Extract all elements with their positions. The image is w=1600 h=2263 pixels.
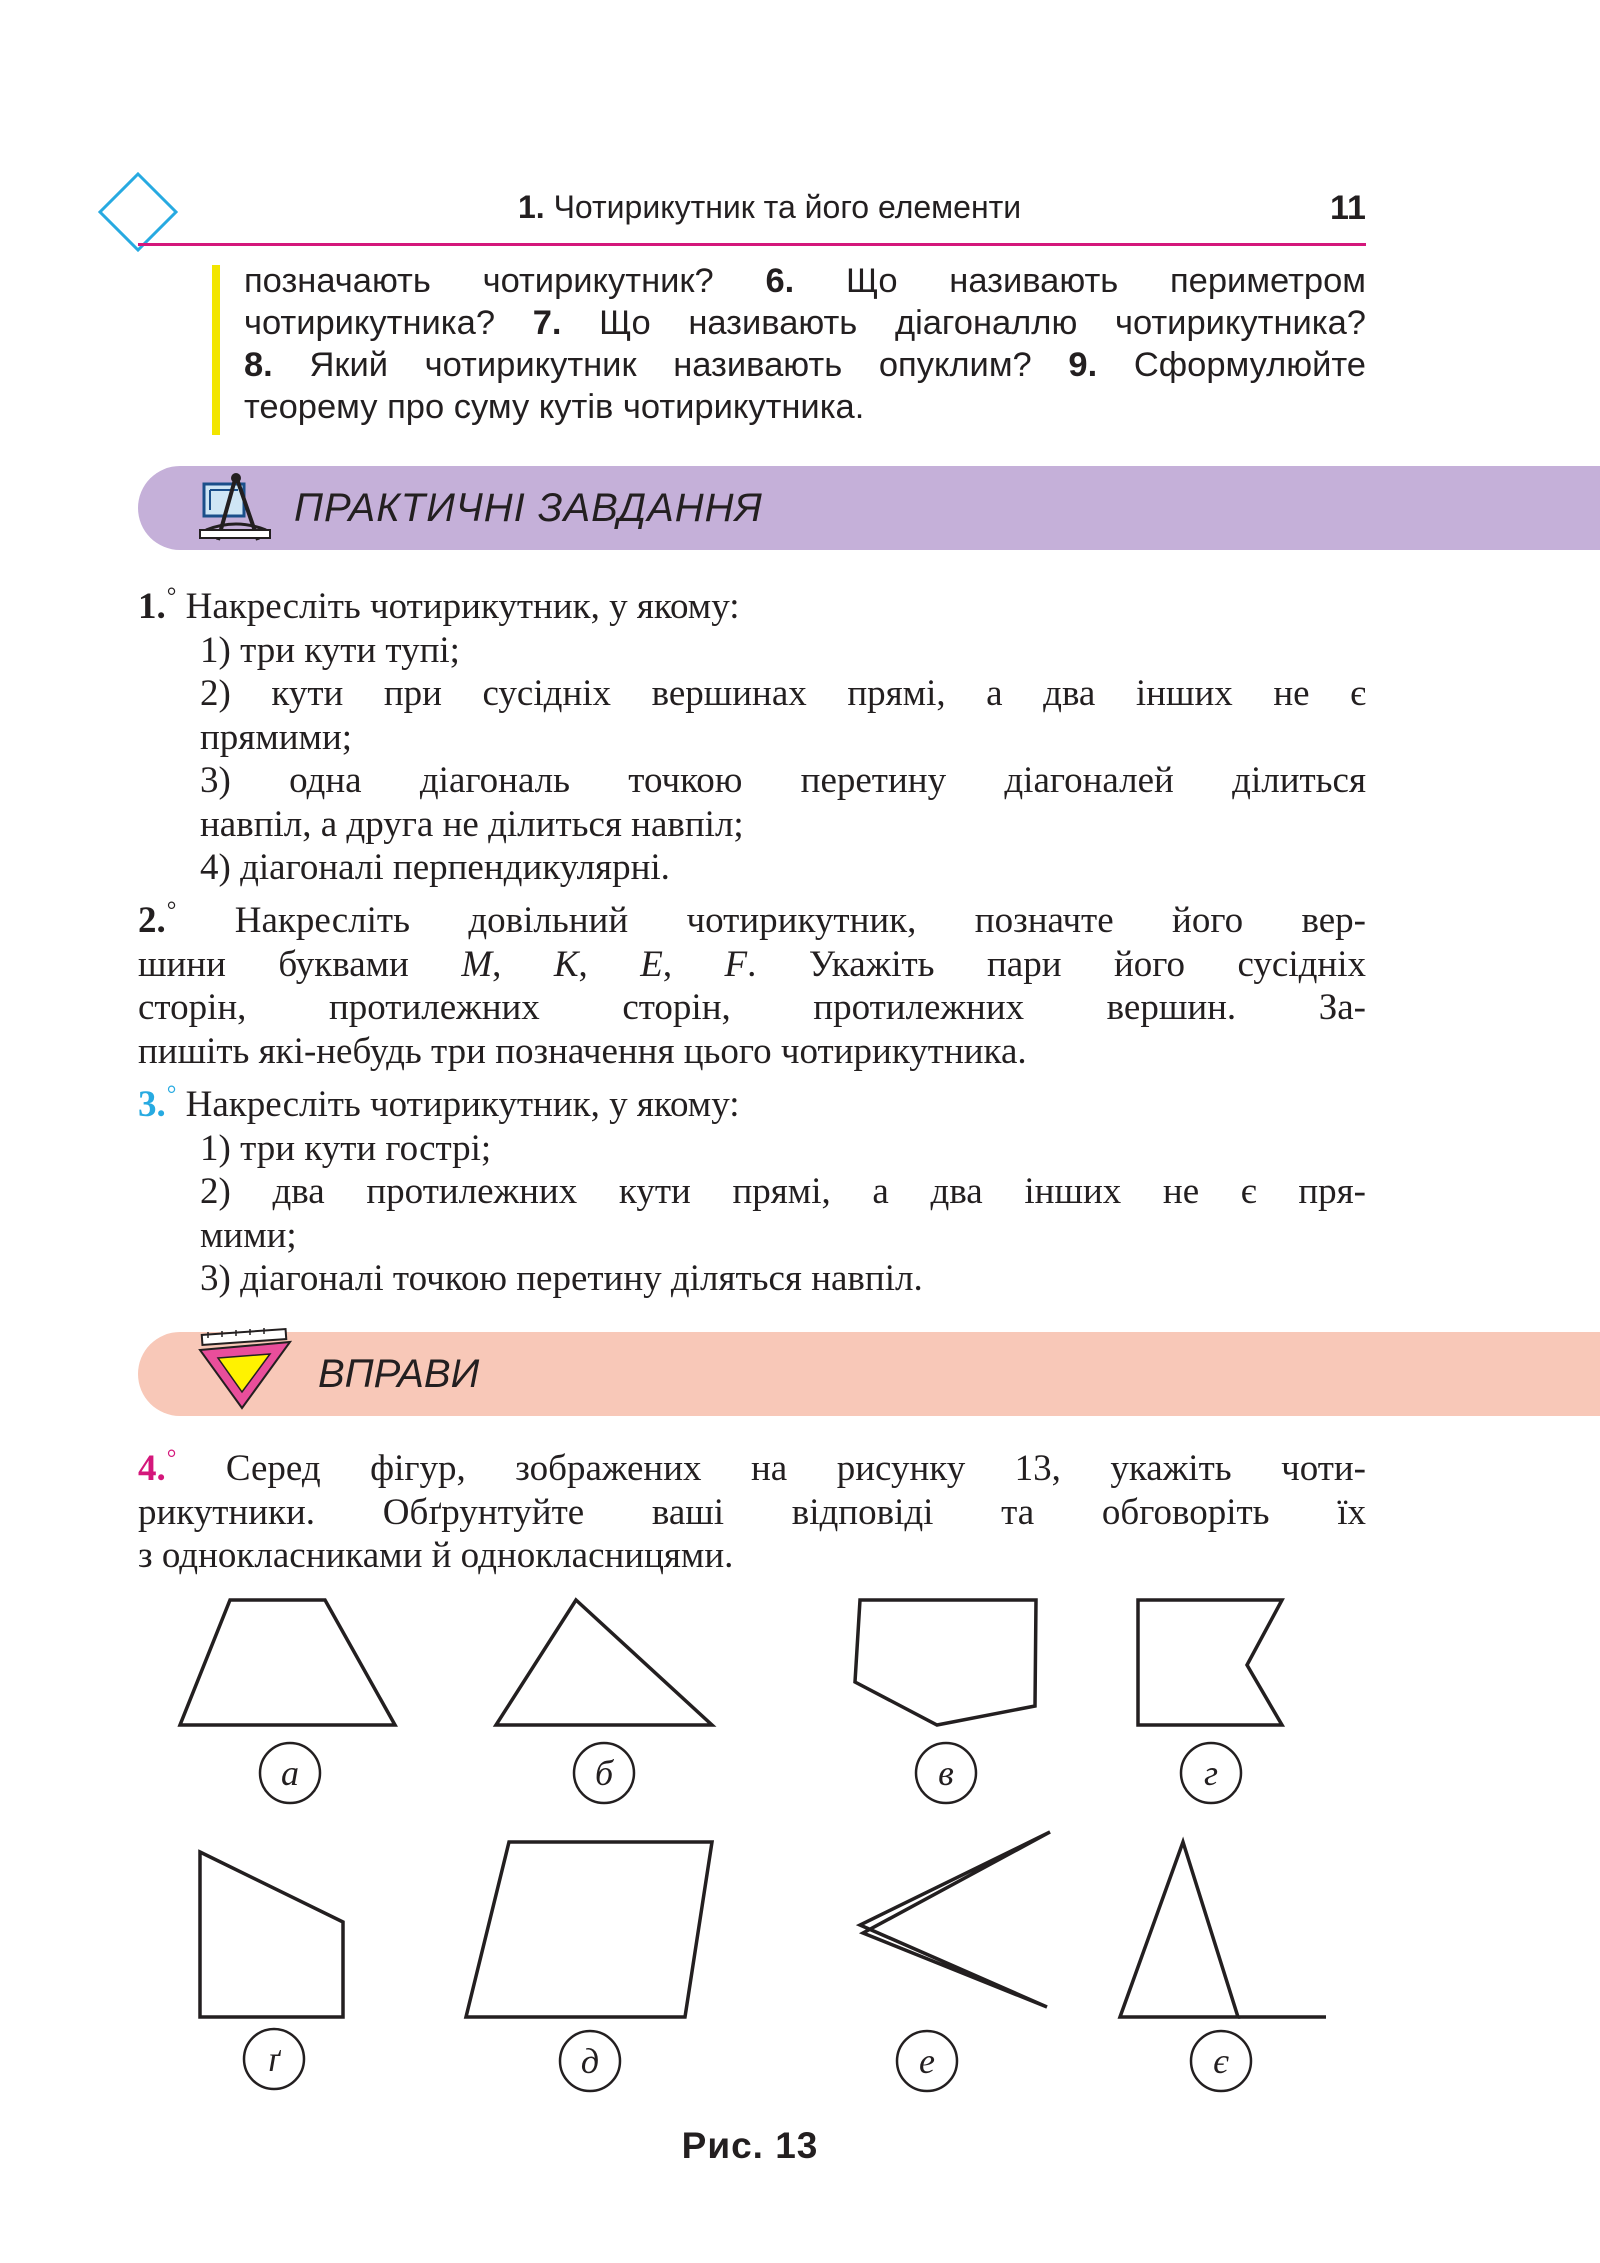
- chapter-title: Чотирикутник та його елементи: [553, 189, 1022, 225]
- question-line: позначають чотирикутник? 6. Що називають периметром: [244, 262, 1366, 300]
- shape-e-arrowhead: [860, 1832, 1050, 2007]
- figure-label-circles: [244, 1743, 1251, 2091]
- task-items: [138, 1127, 1366, 1301]
- list-item-cont: мими;: [200, 1214, 297, 1256]
- section-title-exercises: ВПРАВИ: [318, 1352, 480, 1396]
- list-item: 3) діагоналі точкою перетину діляться навпіл.: [200, 1258, 923, 1299]
- question-line: чотирикутника? 7. Що називають діагоналлю чотирикутника?: [244, 304, 1366, 342]
- label-g: г: [1203, 1753, 1219, 1793]
- question-line: теорему про суму кутів чотирикутника.: [244, 388, 865, 426]
- label-ye: є: [1213, 2041, 1229, 2081]
- task-items: [138, 629, 1366, 890]
- label-e: е: [919, 2041, 935, 2081]
- list-item: 2) кути при сусідніх вершинах прямі, а два інших не є: [200, 673, 1366, 714]
- task-2: [138, 890, 1366, 1073]
- shape-a-trapezoid: [180, 1600, 395, 1725]
- shape-gh-quadrilateral: [200, 1852, 343, 2017]
- task-3: [138, 1074, 1366, 1301]
- list-item: 1) три кути гострі;: [200, 1127, 492, 1169]
- task-intro: 3.° Накресліть чотирикутник, у якому:: [138, 1082, 740, 1125]
- page-number: 11: [1330, 189, 1366, 227]
- task-line: шини буквами M, K, E, F. Укажіть пари його сусідніх: [138, 943, 1367, 985]
- list-item: 4) діагоналі перпендикулярні.: [200, 847, 670, 888]
- list-item: 1) три кути тупі;: [200, 629, 460, 671]
- list-item-cont: навпіл, а друга не ділиться навпіл;: [200, 803, 744, 845]
- task-line: пишіть які-небудь три позначення цього чотирикутника.: [138, 1030, 1027, 1072]
- drafting-compass-icon: [196, 470, 276, 550]
- shape-b-triangle: [496, 1600, 712, 1725]
- question-line: 8. Який чотирикутник називають опуклим? 9. Сформулюйте: [244, 346, 1366, 384]
- label-a: а: [281, 1753, 299, 1793]
- label-b: б: [594, 1753, 614, 1793]
- label-gh: ґ: [268, 2039, 280, 2079]
- questions-marker-bar: [212, 265, 220, 435]
- label-d: д: [580, 2041, 600, 2081]
- task-line: 2.° Накресліть довільний чотирикутник, позначте його вер-: [138, 898, 1366, 941]
- figure-13: [160, 1580, 1360, 2100]
- shape-g-flag: [1138, 1600, 1282, 1725]
- task-4: [138, 1438, 1366, 1578]
- chapter-number: 1.: [518, 189, 545, 225]
- shape-ye-triangle: [1120, 1842, 1238, 2017]
- task-line: 4.° Серед фігур, зображених на рисунку 13, укажіть чоти-: [138, 1446, 1367, 1489]
- figure-caption: Рис. 13: [681, 2125, 819, 2166]
- task-intro: 1.° Накресліть чотирикутник, у якому:: [138, 584, 740, 627]
- task-1: [138, 576, 1366, 890]
- review-questions: [244, 260, 1366, 428]
- label-v: в: [938, 1753, 954, 1793]
- running-header: [518, 189, 1021, 226]
- task-line: сторін, протилежних сторін, протилежних вершин. За-: [138, 987, 1366, 1028]
- shape-v-pentagon: [855, 1600, 1036, 1725]
- task-line: з однокласниками й однокласницями.: [138, 1535, 734, 1576]
- header-rule: [138, 243, 1366, 246]
- shape-d-parallelogram: [466, 1842, 712, 2017]
- ruler-triangle-icon: [194, 1328, 298, 1412]
- list-item: 2) два протилежних кути прямі, а два інших не є пря-: [200, 1171, 1366, 1212]
- list-item: 3) одна діагональ точкою перетину діагоналей ділиться: [200, 760, 1366, 801]
- list-item-cont: прямими;: [200, 716, 353, 758]
- section-title-practical: ПРАКТИЧНІ ЗАВДАННЯ: [294, 486, 763, 530]
- diamond-icon: [98, 172, 178, 252]
- task-line: рикутники. Обґрунтуйте ваші відповіді та обговоріть їх: [138, 1491, 1366, 1533]
